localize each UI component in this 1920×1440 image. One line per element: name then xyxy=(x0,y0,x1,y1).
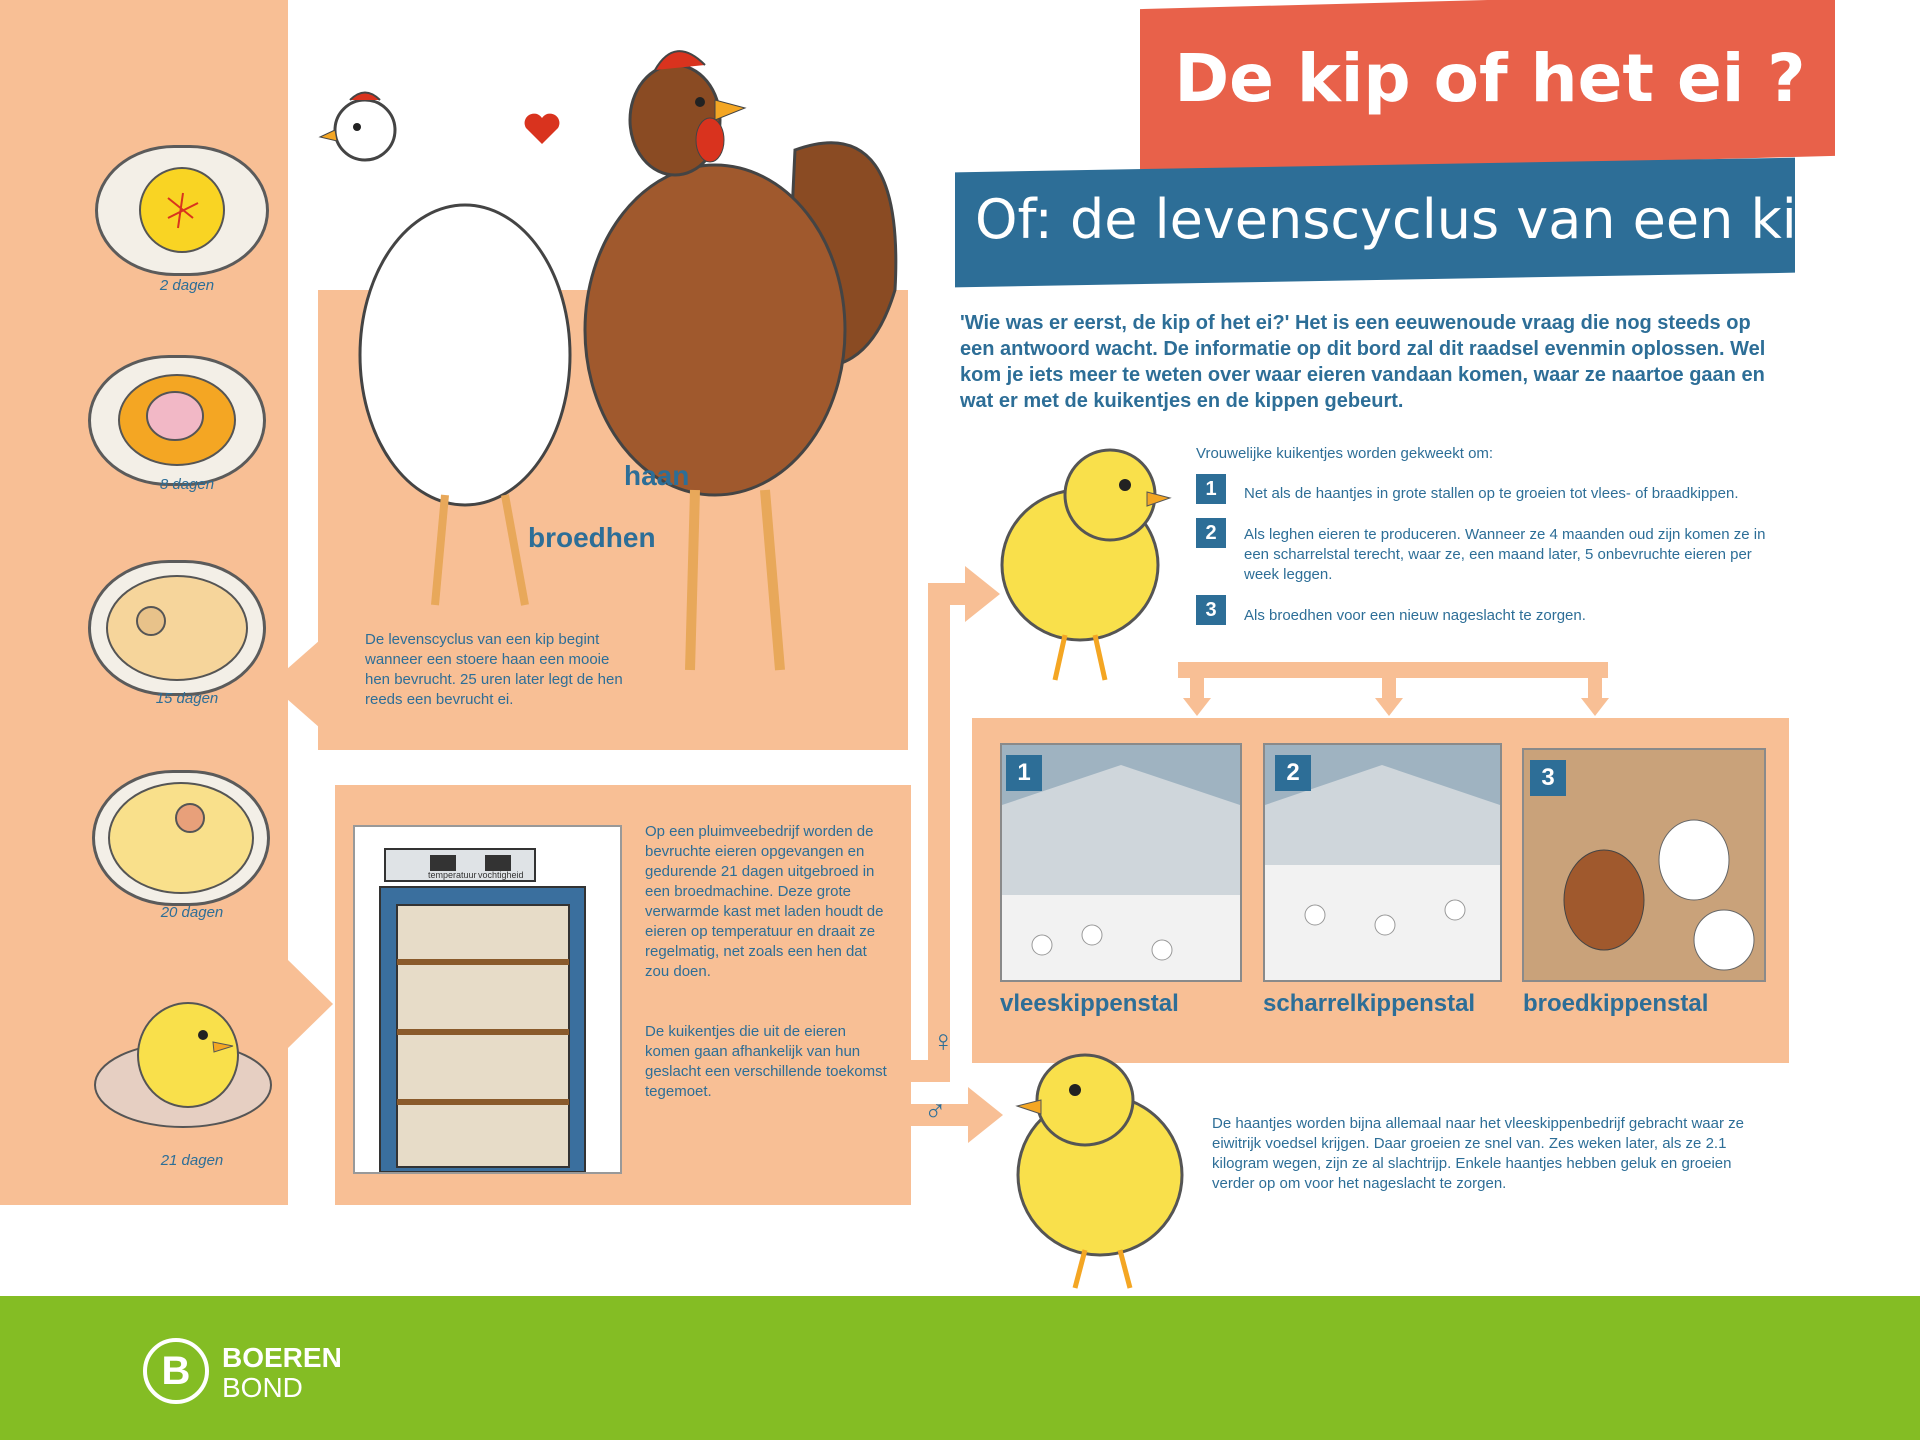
gauge-label-humidity: vochtigheid xyxy=(478,870,524,880)
page-subtitle: Of: de levenscyclus van een kip xyxy=(975,188,1832,251)
logo-letter: B xyxy=(161,1349,191,1393)
rooster-illustration xyxy=(565,30,915,680)
stall-2-number: 2 xyxy=(1275,755,1311,791)
male-symbol: ♂ xyxy=(924,1095,947,1128)
incubator-text-1: Op een pluimveebedrijf worden de bevruchte eieren opgevangen en gedurende 21 dagen uitgebroed in een broedmachine. Deze grote verwarmde kast met laden houdt de eieren op temperatuur en draait ze regelmatig, net zoals een hen dat zou doen. xyxy=(645,823,884,980)
stall-3-label: broedkippenstal xyxy=(1523,990,1709,1017)
stall-arrow-1 xyxy=(1183,698,1211,716)
stall-branch-drop-1 xyxy=(1190,662,1204,698)
female-item-1-number: 1 xyxy=(1196,474,1226,504)
female-item-3-number: 3 xyxy=(1196,595,1226,625)
egg-label-21: 21 dagen xyxy=(160,1152,224,1169)
brown-rooster-icon xyxy=(565,30,915,680)
male-text: De haantjes worden bijna allemaal naar het vleeskippenbedrijf gebracht waar ze eiwitrijk voedsel krijgen. Daar groeien ze snel van. Zes weken later, als ze 2.1 kilogram wegen, zijn ze al slachtrijp. Enkele haantjes hebben geluk en groeien verder op om voor het nageslacht te zorgen. xyxy=(1212,1115,1744,1192)
stall-1-label: vleeskippenstal xyxy=(1000,990,1179,1017)
hatching-chick-illustration xyxy=(88,980,278,1130)
egg-day-2-illustration xyxy=(95,145,269,276)
arrow-right-to-incubator xyxy=(288,960,333,1048)
gauge-label-temperature: temperatuur xyxy=(428,870,477,880)
connector-vertical xyxy=(928,585,950,1075)
boerenbond-logo-icon xyxy=(143,1338,209,1404)
arrow-to-male-chick xyxy=(968,1087,1003,1143)
egg-label-15: 15 dagen xyxy=(155,690,219,707)
rooster-label: haan xyxy=(624,460,690,491)
incubator-text-2: De kuikentjes die uit de eieren komen gaan afhankelijk van hun geslacht een verschillende toekomst tegemoet. xyxy=(645,1023,887,1100)
stall-arrow-2 xyxy=(1375,698,1403,716)
egg-day-20-illustration xyxy=(92,770,270,906)
yellow-chick-icon xyxy=(995,440,1175,690)
intro-text: 'Wie was er eerst, de kip of het ei?' Het is een eeuwenoude vraag die nog steeds op een antwoord wacht. De informatie op dit bord zal dit raadsel evenmin oplossen. Wel kom je iets meer te weten over waar eieren vandaan komen, waar ze naartoe gaan en wat er met de kuikentjes en de kippen gebeurt. xyxy=(960,312,1766,412)
connector-female-horizontal xyxy=(928,583,968,605)
stall-2-label: scharrelkippenstal xyxy=(1263,990,1476,1017)
logo-text-line2: BOND xyxy=(222,1372,303,1403)
page-title: De kip of het ei ? xyxy=(1174,40,1806,117)
arrow-left-to-eggs xyxy=(270,640,320,728)
yellow-chick-male-icon xyxy=(1005,1040,1190,1290)
female-item-1-text: Net als de haantjes in grote stallen op te groeien tot vlees- of braadkippen. xyxy=(1244,485,1739,502)
embryo-icon xyxy=(91,358,263,483)
logo-text-line1: BOEREN xyxy=(222,1342,342,1373)
hen-label: broedhen xyxy=(528,522,656,553)
male-chick-illustration xyxy=(1005,1040,1190,1290)
female-item-2-text: Als leghen eieren te produceren. Wanneer ze 4 maanden oud zijn komen ze in een scharrelstal terecht, waar ze, een maand later, 5 onbevruchte eieren per week leggen. xyxy=(1244,526,1766,583)
stall-1-number: 1 xyxy=(1006,755,1042,791)
egg-day-15-illustration xyxy=(88,560,266,696)
female-heading: Vrouwelijke kuikentjes worden gekweekt om: xyxy=(1196,445,1494,462)
egg-day-8-illustration xyxy=(88,355,266,486)
hatching-chick-icon xyxy=(88,980,278,1130)
egg-label-20: 20 dagen xyxy=(160,904,224,921)
female-item-3-text: Als broedhen voor een nieuw nageslacht te zorgen. xyxy=(1244,607,1586,624)
stall-arrow-3 xyxy=(1581,698,1609,716)
stall-3-number: 3 xyxy=(1530,760,1566,796)
female-item-2-number: 2 xyxy=(1196,518,1226,548)
connector-bottom xyxy=(911,1060,950,1082)
egg-yolk-icon xyxy=(98,148,266,273)
stall-branch-drop-2 xyxy=(1382,662,1396,698)
chicken-caption: De levenscyclus van een kip begint wanneer een stoere haan een mooie hen bevrucht. 25 uren later legt de hen reeds een bevrucht ei. xyxy=(365,631,623,708)
egg-label-8: 8 dagen xyxy=(159,476,215,493)
chick-in-egg-icon xyxy=(95,773,267,903)
heart-icon xyxy=(522,110,562,146)
stall-branch-drop-3 xyxy=(1588,662,1602,698)
female-chick-illustration xyxy=(995,440,1175,690)
egg-label-2: 2 dagen xyxy=(159,277,215,294)
chick-embryo-icon xyxy=(91,563,263,693)
female-symbol: ♀ xyxy=(932,1025,955,1058)
heart-shape xyxy=(522,110,562,146)
